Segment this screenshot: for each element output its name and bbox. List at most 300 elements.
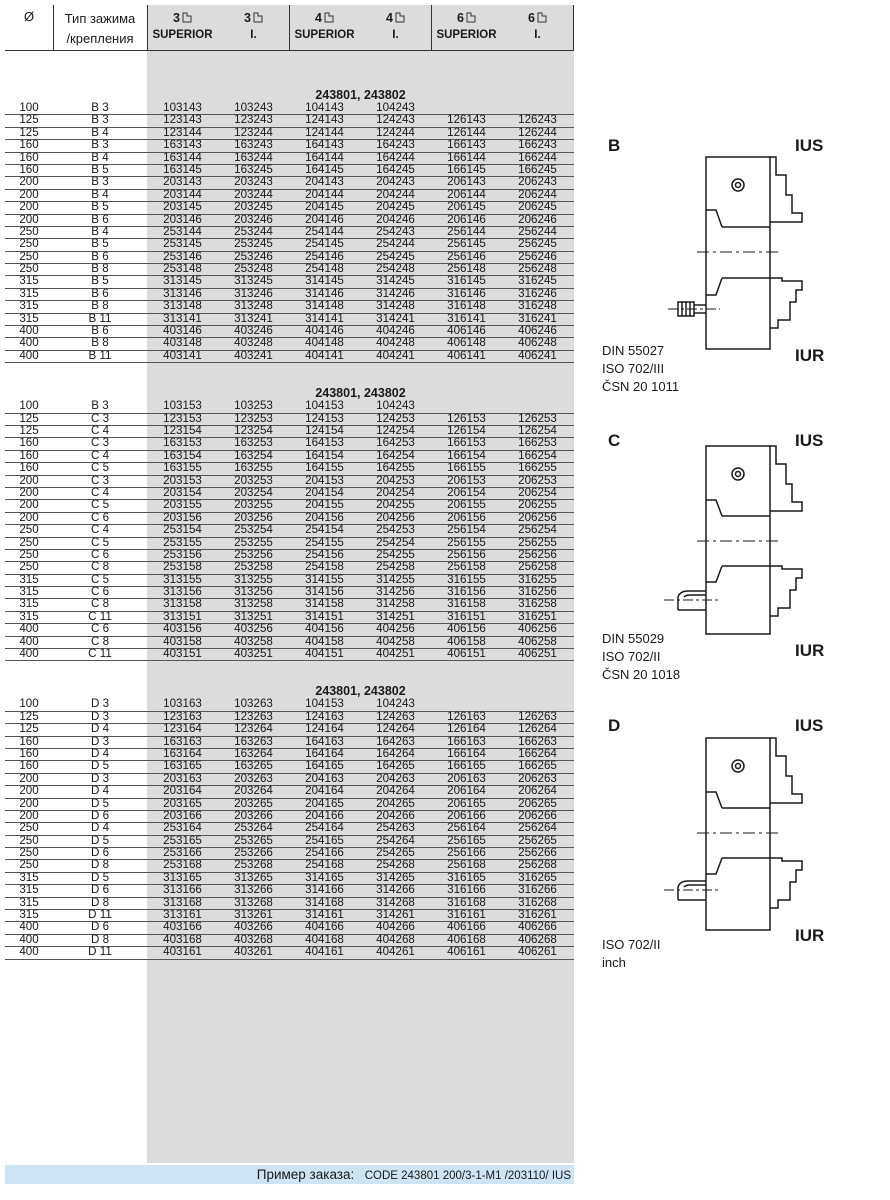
table-row [5,947,574,959]
cell-code: 313261 [234,908,273,922]
cell-clamp-type: D 5 [90,759,110,773]
cell-diameter: 250 [19,262,39,276]
tag-iur-d: IUR [795,926,825,945]
cell-clamp-type: B 3 [91,399,109,413]
cell-code: 163245 [234,162,273,176]
cell-clamp-type: B 5 [91,200,109,214]
cell-clamp-type: B 4 [91,224,109,238]
cell-clamp-type: B 11 [88,311,112,325]
cell-diameter: 250 [19,560,39,574]
cell-code: 253248 [234,262,273,276]
standard-line: ČSN 20 1011 [602,379,680,394]
cell-code: 124143 [305,113,344,127]
cell-code: 404251 [376,647,415,661]
cell-code: 313251 [234,609,273,623]
cell-code: 254156 [305,547,344,561]
cell-code: 313255 [234,572,273,586]
cell-code: 256168 [447,858,486,872]
cell-code: 206263 [518,771,557,785]
cell-diameter: 250 [19,858,39,872]
cell-clamp-type: D 11 [88,908,112,922]
cell-code: 256144 [447,224,486,238]
cell-code: 203146 [163,212,202,226]
cell-code: 406248 [518,336,557,350]
header-clamp-type [53,5,147,51]
cell-code: 316168 [447,895,486,909]
cell-code: 403246 [234,324,273,338]
cell-code: 256245 [518,237,557,251]
cell-code: 203246 [234,212,273,226]
cell-code: 256158 [447,560,486,574]
cell-clamp-type: C 4 [90,523,110,537]
cell-code: 124253 [376,411,415,425]
cell-code: 126163 [447,709,486,723]
cell-code: 163264 [234,746,273,760]
cell-code: 316146 [447,286,486,300]
cell-code: 316155 [447,572,486,586]
cell-code: 316141 [447,311,486,325]
cell-code: 253244 [234,224,273,238]
cell-diameter: 250 [19,249,39,263]
cell-clamp-type: C 3 [90,473,110,487]
mount-letter-b: B [608,136,621,155]
table-row [5,348,574,363]
cell-code: 403261 [234,945,273,959]
cell-code: 124244 [376,125,415,139]
cell-clamp-type: C 4 [90,423,110,437]
cell-code: 253264 [234,821,273,835]
cell-clamp-type: C 11 [88,647,112,661]
cell-code: 404166 [305,920,344,934]
cell-code: 204163 [305,771,344,785]
table-section [5,683,574,959]
cell-code: 403268 [234,932,273,946]
cell-code: 164265 [376,759,415,773]
cell-code: 206154 [447,485,486,499]
cell-code: 163164 [163,746,202,760]
cell-code: 404146 [305,324,344,338]
cell-clamp-type: B 4 [91,125,109,139]
header-diameter: Ø [23,9,35,24]
cell-code: 254248 [376,262,415,276]
cell-diameter: 160 [19,734,39,748]
cell-clamp-type: C 5 [90,498,110,512]
cell-clamp-type: B 6 [91,249,109,263]
cell-code: 314166 [305,883,344,897]
cell-code: 166253 [518,436,557,450]
header-col-6 [502,5,573,51]
cell-code: 404241 [376,348,415,362]
cell-code: 313146 [163,286,202,300]
cell-code: 253266 [234,846,273,860]
cell-code: 406156 [447,622,486,636]
cell-diameter: 250 [19,821,39,835]
header-col-3 [289,5,360,51]
cell-code: 406261 [518,945,557,959]
cell-code: 403146 [163,324,202,338]
cell-code: 256255 [518,535,557,549]
cell-code: 403161 [163,945,202,959]
cell-code: 204254 [376,485,415,499]
cell-code: 314256 [376,585,415,599]
cell-code: 204244 [376,187,415,201]
cell-code: 206245 [518,200,557,214]
cell-code: 314255 [376,572,415,586]
cell-code: 403141 [163,348,202,362]
cell-code: 404261 [376,945,415,959]
cell-code: 256264 [518,821,557,835]
cell-code: 126154 [447,423,486,437]
cell-code: 164154 [305,448,344,462]
cell-code: 404158 [305,634,344,648]
table-section [5,385,574,661]
cell-code: 126153 [447,411,486,425]
cell-code: 123244 [234,125,273,139]
jaw-count: 6 [457,11,464,25]
cell-diameter: 400 [19,336,39,350]
cell-code: 254265 [376,846,415,860]
cell-diameter: 125 [19,411,39,425]
cell-diameter: 315 [19,883,39,897]
cell-code: 166163 [447,734,486,748]
cell-diameter: 200 [19,510,39,524]
cell-code: 166153 [447,436,486,450]
order-example [5,1165,574,1184]
cell-code: 403166 [163,920,202,934]
cell-clamp-type: C 6 [90,585,110,599]
cell-clamp-type: B 8 [91,299,109,313]
cell-clamp-type: B 3 [91,138,109,152]
cell-diameter: 400 [19,932,39,946]
chuck-diagram-c [664,440,814,645]
cell-code: 203263 [234,771,273,785]
cell-code: 313155 [163,572,202,586]
cell-clamp-type: C 6 [90,622,110,636]
cell-diameter: 315 [19,908,39,922]
cell-code: 103243 [234,101,273,114]
cell-code: 206264 [518,784,557,798]
cell-code: 163253 [234,436,273,450]
cell-code: 166164 [447,746,486,760]
cell-clamp-type: C 5 [90,535,110,549]
cell-diameter: 100 [19,697,39,711]
cell-clamp-type: D 5 [90,796,110,810]
cell-diameter: 160 [19,436,39,450]
cell-code: 124263 [376,709,415,723]
cell-code: 406158 [447,634,486,648]
cell-code: 253148 [163,262,202,276]
cell-code: 313158 [163,597,202,611]
cell-code: 166143 [447,138,486,152]
cell-code: 166154 [447,448,486,462]
cell-code: 313168 [163,895,202,909]
cell-code: 253154 [163,523,202,537]
cell-code: 404168 [305,932,344,946]
cell-clamp-type: B 6 [91,212,109,226]
cell-clamp-type: D 4 [90,821,110,835]
cell-code: 256244 [518,224,557,238]
cell-code: 254145 [305,237,344,251]
cell-clamp-type: D 4 [90,784,110,798]
cell-code: 254245 [376,249,415,263]
cell-code: 203166 [163,808,202,822]
cell-clamp-type: D 4 [90,722,110,736]
cell-code: 164163 [305,734,344,748]
cell-code: 256156 [447,547,486,561]
cell-clamp-type: C 5 [90,572,110,586]
table-row [5,649,574,661]
cell-code: 164245 [376,162,415,176]
cell-code: 314265 [376,870,415,884]
cell-code: 206155 [447,498,486,512]
cell-code: 126264 [518,722,557,736]
cell-code: 206165 [447,796,486,810]
cell-clamp-type: D 3 [90,734,110,748]
cell-code: 164255 [376,461,415,475]
standard-line: ISO 702/II [602,937,661,952]
jaw-variant: I. [534,29,541,41]
cell-code: 313245 [234,274,273,288]
cell-code: 254144 [305,224,344,238]
cell-diameter: 200 [19,808,39,822]
cell-diameter: 200 [19,784,39,798]
cell-diameter: 250 [19,846,39,860]
cell-clamp-type: D 4 [90,746,110,760]
cell-code: 164253 [376,436,415,450]
cell-code: 254264 [376,833,415,847]
cell-code: 104153 [305,697,344,711]
cell-clamp-type: D 3 [90,697,110,711]
cell-clamp-type: C 11 [88,609,112,623]
cell-code: 166244 [518,150,557,164]
cell-code: 316156 [447,585,486,599]
cell-code: 406256 [518,622,557,636]
cell-code: 163154 [163,448,202,462]
cell-code: 256148 [447,262,486,276]
cell-code: 203164 [163,784,202,798]
cell-code: 256155 [447,535,486,549]
cell-code: 314148 [305,299,344,313]
cell-clamp-type: B 3 [91,101,109,114]
cell-code: 126263 [518,709,557,723]
tag-ius-d: IUS [795,716,824,735]
cell-code: 204144 [305,187,344,201]
cell-code: 104243 [376,697,415,711]
cell-code: 164144 [305,150,344,164]
cell-code: 253145 [163,237,202,251]
cell-code: 206246 [518,212,557,226]
cell-code: 206163 [447,771,486,785]
cell-diameter: 200 [19,771,39,785]
cell-diameter: 315 [19,274,39,288]
cell-code: 316148 [447,299,486,313]
cell-clamp-type: D 6 [90,920,110,934]
cell-code: 404266 [376,920,415,934]
cell-code: 203243 [234,175,273,189]
cell-code: 204146 [305,212,344,226]
cell-code: 203155 [163,498,202,512]
cell-code: 314145 [305,274,344,288]
tag-iur-b: IUR [795,346,825,365]
cell-diameter: 315 [19,870,39,884]
cell-code: 313165 [163,870,202,884]
cell-code: 256165 [447,833,486,847]
cell-code: 204266 [376,808,415,822]
cell-code: 203254 [234,485,273,499]
cell-code: 253258 [234,560,273,574]
cell-code: 403241 [234,348,273,362]
cell-clamp-type: C 3 [90,436,110,450]
cell-code: 164244 [376,150,415,164]
cell-clamp-type: B 3 [91,175,109,189]
cell-code: 103253 [234,399,273,413]
cell-code: 123254 [234,423,273,437]
cell-code: 203153 [163,473,202,487]
cell-code: 104143 [305,101,344,114]
cell-code: 404156 [305,622,344,636]
cell-code: 123143 [163,113,202,127]
cell-code: 403148 [163,336,202,350]
cell-code: 166243 [518,138,557,152]
cell-clamp-type: D 11 [88,945,112,959]
cell-code: 254258 [376,560,415,574]
cell-code: 316265 [518,870,557,884]
cell-code: 204165 [305,796,344,810]
cell-code: 316166 [447,883,486,897]
cell-code: 253255 [234,535,273,549]
cell-clamp-type: D 6 [90,808,110,822]
cell-code: 164263 [376,734,415,748]
cell-clamp-type: D 8 [90,932,110,946]
cell-code: 166245 [518,162,557,176]
cell-code: 124243 [376,113,415,127]
part-number-table [5,5,574,960]
cell-code: 124153 [305,411,344,425]
cell-code: 316266 [518,883,557,897]
tag-ius-c: IUS [795,431,824,450]
cell-diameter: 100 [19,399,39,413]
cell-code: 316151 [447,609,486,623]
cell-code: 316255 [518,572,557,586]
cell-code: 124164 [305,722,344,736]
cell-clamp-type: B 4 [91,187,109,201]
cell-code: 166145 [447,162,486,176]
cell-code: 406246 [518,324,557,338]
cell-diameter: 400 [19,622,39,636]
cell-code: 406266 [518,920,557,934]
section-title: 243801, 243802 [315,684,406,699]
cell-code: 313148 [163,299,202,313]
cell-code: 406148 [447,336,486,350]
cell-code: 203266 [234,808,273,822]
cell-diameter: 160 [19,138,39,152]
cell-code: 253168 [163,858,202,872]
cell-code: 163244 [234,150,273,164]
cell-code: 166165 [447,759,486,773]
cell-code: 253158 [163,560,202,574]
cell-code: 103143 [163,101,202,114]
cell-code: 104153 [305,399,344,413]
cell-code: 163255 [234,461,273,475]
cell-code: 203265 [234,796,273,810]
cell-code: 204245 [376,200,415,214]
cell-code: 314251 [376,609,415,623]
cell-code: 316268 [518,895,557,909]
cell-diameter: 250 [19,547,39,561]
cell-code: 314268 [376,895,415,909]
cell-code: 253165 [163,833,202,847]
cell-code: 126243 [518,113,557,127]
cell-code: 256268 [518,858,557,872]
cell-code: 254148 [305,262,344,276]
cell-diameter: 315 [19,895,39,909]
cell-code: 204145 [305,200,344,214]
cell-code: 124163 [305,709,344,723]
cell-clamp-type: B 11 [88,348,112,362]
cell-diameter: 160 [19,162,39,176]
cell-code: 316246 [518,286,557,300]
cell-code: 256248 [518,262,557,276]
cell-code: 314168 [305,895,344,909]
cell-diameter: 100 [19,101,39,114]
cell-code: 313256 [234,585,273,599]
cell-code: 313151 [163,609,202,623]
cell-code: 316256 [518,585,557,599]
cell-code: 253265 [234,833,273,847]
cell-diameter: 125 [19,113,39,127]
cell-code: 166255 [518,461,557,475]
cell-diameter: 200 [19,212,39,226]
cell-code: 126244 [518,125,557,139]
tag-iur-c: IUR [795,641,825,660]
cell-code: 254146 [305,249,344,263]
cell-code: 314161 [305,908,344,922]
cell-diameter: 250 [19,523,39,537]
cell-code: 126144 [447,125,486,139]
cell-code: 254158 [305,560,344,574]
cell-code: 103163 [163,697,202,711]
cell-clamp-type: C 4 [90,485,110,499]
cell-code: 203253 [234,473,273,487]
cell-code: 203144 [163,187,202,201]
cell-code: 203245 [234,200,273,214]
order-example-label: Пример заказа: [256,1167,355,1182]
cell-code: 403266 [234,920,273,934]
cell-clamp-type: D 5 [90,870,110,884]
cell-code: 206255 [518,498,557,512]
cell-code: 204155 [305,498,344,512]
cell-code: 313145 [163,274,202,288]
cell-code: 316261 [518,908,557,922]
cell-code: 206254 [518,485,557,499]
cell-code: 163243 [234,138,273,152]
cell-code: 206265 [518,796,557,810]
cell-diameter: 160 [19,746,39,760]
cell-code: 313246 [234,286,273,300]
cell-clamp-type: B 4 [91,150,109,164]
cell-code: 314246 [376,286,415,300]
cell-code: 203156 [163,510,202,524]
cell-clamp-type: D 6 [90,883,110,897]
cell-code: 316251 [518,609,557,623]
cell-code: 404151 [305,647,344,661]
cell-code: 403248 [234,336,273,350]
cell-code: 203143 [163,175,202,189]
cell-diameter: 400 [19,348,39,362]
cell-diameter: 160 [19,759,39,773]
cell-code: 256145 [447,237,486,251]
cell-code: 123164 [163,722,202,736]
